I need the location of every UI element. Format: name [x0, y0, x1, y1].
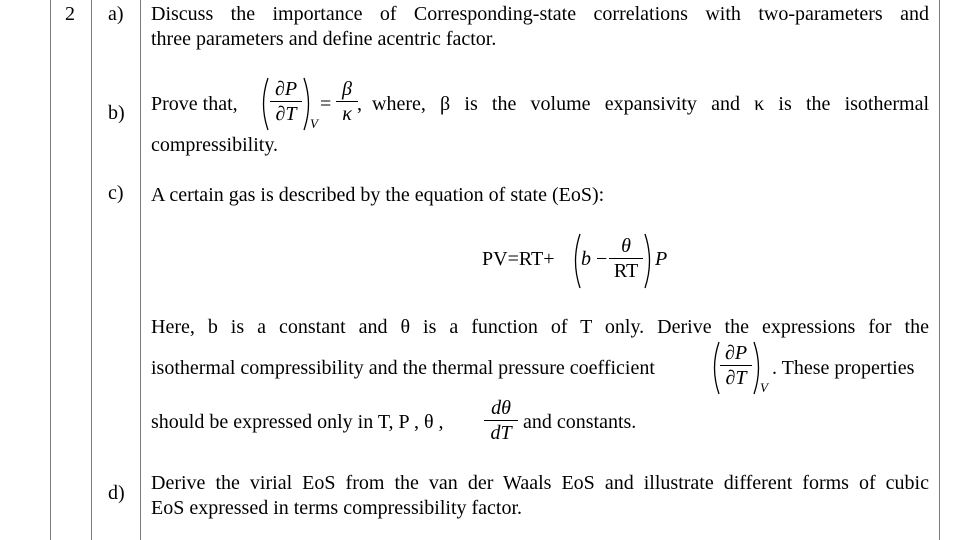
- part-b-prefix: Prove that,: [151, 93, 238, 115]
- part-a-line-1: Discuss the importance of Corresponding-state correlations with two-parameters and: [151, 3, 929, 25]
- eos-minus: −: [596, 248, 608, 270]
- part-c-label: c): [108, 182, 124, 204]
- part-c-subscript-v: V: [760, 380, 768, 395]
- part-a-line-2: three parameters and define acentric factor.: [151, 28, 497, 50]
- part-c-line-3-prefix: should be expressed only in T, P , θ ,: [151, 411, 444, 433]
- part-b-frac-numerator: ∂P: [274, 78, 298, 100]
- part-b-comma: ,: [357, 93, 362, 115]
- part-c-d-denominator: dT: [490, 422, 512, 444]
- part-c-pressure-coef-fraction: [720, 342, 752, 389]
- part-d-line-2: EoS expressed in terms compressibility factor.: [151, 497, 523, 519]
- eos-fraction: [609, 235, 643, 282]
- part-c-line-2-suffix: . These properties: [772, 357, 915, 379]
- part-b-rhs-numerator: β: [342, 78, 352, 100]
- part-c-intro: A certain gas is described by the equation of state (EoS):: [151, 184, 605, 206]
- eos-b: b: [581, 248, 591, 270]
- eos-rt: RT: [613, 260, 639, 282]
- eos-lhs: PV=RT+: [482, 248, 555, 270]
- part-b-equals: =: [320, 93, 332, 115]
- part-c-here-line: Here, b is a constant and θ is a function of T only. Derive the expressions for the: [151, 316, 929, 338]
- table-border-right: [939, 0, 940, 540]
- part-c-pc-denominator: ∂T: [725, 367, 747, 389]
- part-d-label: d): [108, 482, 125, 504]
- table-border-left: [50, 0, 51, 540]
- part-b-subscript-v: V: [310, 116, 318, 131]
- eos-p: P: [655, 248, 668, 270]
- part-b-partial-fraction: [270, 78, 302, 125]
- table-border-number-col: [91, 0, 92, 540]
- part-c-derivative-fraction: [484, 397, 518, 444]
- part-b-rhs-fraction: [336, 78, 358, 125]
- part-a-label: a): [108, 3, 124, 25]
- part-c-d-numerator: dθ: [491, 397, 511, 419]
- part-d-line-1: Derive the virial EoS from the van der Waals EoS and illustrate different forms of cubic: [151, 472, 929, 494]
- question-number: 2: [65, 3, 75, 25]
- part-b-rhs-denominator: κ: [342, 103, 352, 125]
- table-border-label-col: [140, 0, 141, 540]
- part-c-line-3-suffix: and constants.: [523, 411, 637, 433]
- part-b-frac-denominator: ∂T: [275, 103, 297, 125]
- eos-theta: θ: [621, 235, 631, 257]
- part-b-line-2: compressibility.: [151, 134, 279, 156]
- part-c-line-2-prefix: isothermal compressibility and the thermal pressure coefficient: [151, 357, 655, 379]
- part-b-left-paren: [258, 76, 270, 132]
- part-b-suffix: where, β is the volume expansivity and κ is the isothermal: [372, 93, 929, 115]
- eos-right-paren: [643, 232, 655, 290]
- part-c-pc-numerator: ∂P: [724, 342, 748, 364]
- part-b-label: b): [108, 102, 125, 124]
